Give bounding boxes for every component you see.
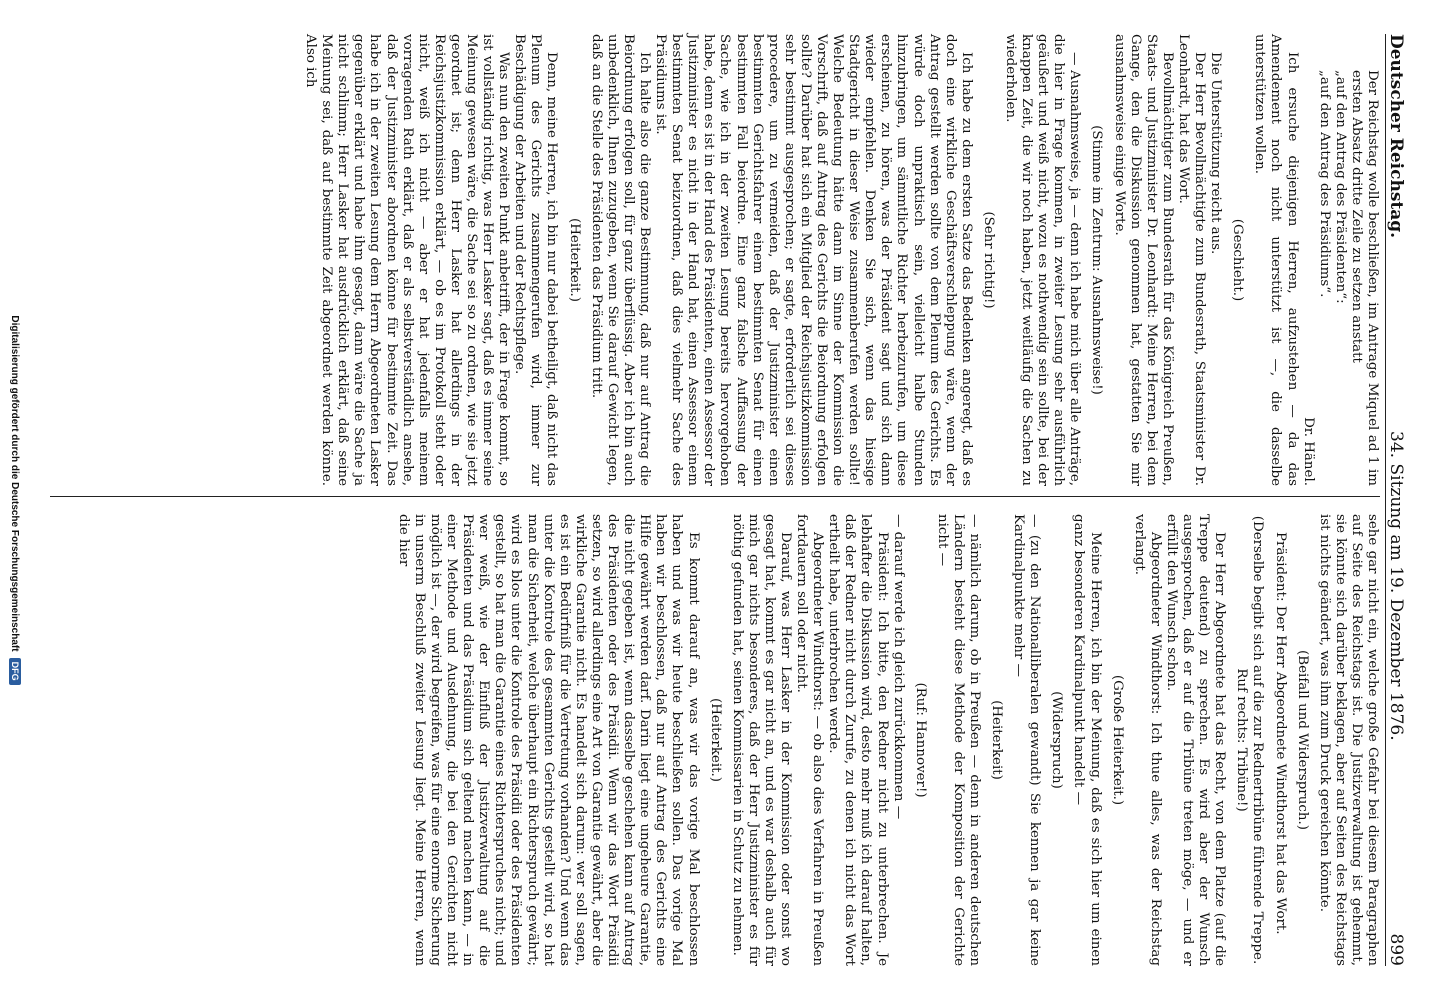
paragraph: Abgeordneter Windthorst: — ob also dies Verfahren in Preußen fortdauern soll oder nicht. <box>794 514 826 966</box>
stage-direction: (Stimme im Zentrum: Ausnahmsweise!) <box>1089 125 1105 395</box>
dfg-logo: DFG <box>9 658 21 685</box>
stage-direction: (Heiterkeit) <box>989 700 1005 780</box>
paragraph: Abgeordneter Windthorst: Ich thue alles, was der Reichstag verlangt. <box>1131 514 1163 966</box>
paragraph: „auf den Antrag des Präsidenten“: <box>1332 70 1348 304</box>
stage-direction: (Heiterkeit.) <box>707 698 723 782</box>
paragraph: — darauf werde ich gleich zurückkommen — <box>890 514 906 820</box>
paragraph: Es kommt darauf an, was wir das vorige Mal beschlossen haben und was wir heute beschließen sollen. Das vorige Mal haben wir beschlossen, daß nur auf Antrag des Gerichts eine Hilfe gewährt werden darf. Darin liegt eine ungeheure Garantie, die nicht gegeben ist, wenn dasselbe geschehen kann auf Antrag des Präsidenten oder des Präsidii. Wenn wir das Wort Präsidii setzen, so wird allerdings eine Art von Garantie gewährt, aber die wirkliche Garantie nicht. Es handelt sich darum: wer soll sagen, es ist ein Bedürfniß für die Vertretung vorhanden? Und wenn das unter die Kontrole des gesammten Gerichts gestellt wird, so hat man die Sicherheit, welche überhaupt ein Richterspruch gewährt; wird es blos unter die Kontrole des Präsidii oder des Präsidenten gestellt, so hat man die Garantie eines Richterspruches nicht; und wer weiß, wie der Einfluß der Justizverwaltung auf die Präsidenten und das Präsidium sich geltend machen kann, — in einer Methode und Ausdehnung, die bei den Gerichten nicht möglich ist —, der wird begreifen, was für eine enorme Sicherung in unserm Beschluß zweiter Lesung liegt. Meine Herren, wenn die hier <box>395 514 701 966</box>
paragraph: Ich ersuche diejenigen Herren, aufzustehen — da das Amendement noch nicht unterstützt ist —, die dasselbe unterstützen wollen. <box>1252 34 1300 486</box>
paragraph: Ich halte also die ganze Bestimmung, daß nur auf Antrag die Beiordnung erfolgen soll, für ganz überflüssig. Aber ich bin auch unbedenklich, Ihnen zuzugeben, wenn Sie darauf Gewicht legen, daß an die Stelle des Präsidenten das Präsidium tritt. <box>588 34 652 486</box>
right-column <box>395 514 1380 966</box>
paragraph: Die Unterstützung reicht aus. <box>1208 52 1224 255</box>
paragraph: Meine Herren, ich bin der Meinung, daß es sich hier um einen ganz besonderen Kardinalpunkt handelt — <box>1071 514 1103 966</box>
stage-direction: (Derselbe begibt sich auf die zur Rednertribüne führende Treppe. Ruf rechts: Tribüne!) <box>1234 515 1266 965</box>
header-publication: Deutscher Reichstag. <box>1386 34 1406 239</box>
stage-direction: (Ruf: Hannover!) <box>912 682 928 798</box>
stage-direction: (Beifall und Widerspruch.) <box>1294 650 1310 830</box>
stage-direction: (Große Heiterkeit.) <box>1109 674 1125 806</box>
paragraph: Der Reichstag wolle beschließen, im Antrage Miquel ad 1 im ersten Absatz dritte Zeile zu setzen anstatt <box>1348 70 1380 486</box>
page-number: 899 <box>1386 933 1406 966</box>
footer-text: Digitalisierung gefördert durch die Deutsche Forschungsgemeinschaft <box>9 315 21 652</box>
paragraph: — Ausnahmsweise, ja — denn ich habe mich über alle Anträge, die hier in Frage kommen, in zweiter Lesung sehr ausführlich geäußert und weiß nicht, wozu es nothwendig sein sollte, bei der knappen Zeit, die wir noch haben, jetzt weitläufig die Sachen zu wiederholen. <box>1003 34 1083 486</box>
paragraph: sehe gar nicht ein, welche große Gefahr bei diesem Paragraphen auf Seite des Reichstags ist. Die Justizverwaltung ist gehemmt, sie könnte sich darüber beklagen, aber auf Seiten des Reichstags ist nichts geändert, was ihm zum Druck gereichen könnte. <box>1316 514 1380 966</box>
stage-direction: (Widerspruch) <box>1049 691 1065 789</box>
stage-direction: (Heiterkeit.) <box>566 218 582 302</box>
header-session: 34. Sitzung am 19. Dezember 1876. <box>1386 431 1406 741</box>
paragraph: Bevollmächtigter zum Bundesrath für das Königreich Preußen, Staats- und Justizminister Dr. Leonhardt: Meine Herren, bei dem Gange, den die Diskussion genommen hat, gestatten Sie mir ausnahmsweise einige Worte. <box>1111 34 1175 486</box>
paragraph: Denn, meine Herren, ich bin nur dabei betheiligt, daß nicht das Plenum des Gerichts zusammengerufen wird, immer zur Beschädigung der Arbeiten und der Rechtspflege. <box>512 34 560 486</box>
digitization-footer <box>4 0 26 1000</box>
page-header <box>1385 34 1420 966</box>
paragraph: Präsident: Der Herr Abgeordnete Windthorst hat das Wort. <box>1272 532 1288 935</box>
paragraph: Darauf, was Herr Lasker in der Kommission oder sonst wo gesagt hat, kommt es gar nicht an, und es war deshalb auch für mich gar nichts besonderes, daß der Herr Justizminister es für nöthig gefunden hat, seinen Kommissarien in Schutz zu nehmen. <box>729 514 793 966</box>
paragraph: — nämlich darum, ob in Preußen — denn in anderen deutschen Ländern besteht diese Methode der Komposition der Gerichte nicht — <box>934 514 983 966</box>
paragraph: Der Herr Abgeordnete hat das Recht, von dem Platze (auf die Treppe deutend) zu sprechen. Es wird aber der Wunsch ausgesprochen, daß er auf die Tribüne treten möge, — und er erfüllt den Wunsch schon. <box>1163 514 1228 966</box>
stage-direction: (Geschieht.) <box>1230 218 1246 302</box>
column-divider <box>50 496 1380 497</box>
paragraph: Präsident: Ich bitte, den Redner nicht zu unterbrechen. Je lebhafter die Diskussion wird, desto mehr muß ich darauf halten, daß der Redner nicht durch Zurufe, zu denen ich nicht das Wort ertheilt habe, unterbrochen werde. <box>826 514 890 966</box>
paragraph: — (zu den Nationalliberalen gewandt) Sie kennen ja gar keine Kardinalpunkte mehr — <box>1011 514 1043 966</box>
paragraph: Ich habe zu dem ersten Satze das Bedenken angeregt, daß es doch eine wirkliche Geschäftsverschleppung wäre, wenn der Antrag gestellt werden sollte von dem Plenum des Gerichts. Es würde doch unpraktisch sein, vielleicht halbe Stunden hinzubringen, um sämmtliche Richter herbeizurufen, um diese erscheinen, zu hören, was der Präsident sagt und sich dann wieder empfehlen. Denken Sie sich, wenn das hiesige Stadtgericht in dieser Weise zusammenberufen werden sollte! Welche Bedeutung hätte dann im Sinne der Kommission die Vorschrift, daß auf Antrag des Gerichts die Beiordnung erfolgen sollte? Darüber hat sich ein Mitglied der Reichsjustizkommission sehr bestimmt ausgesprochen; er sagte, erforderlich sei dieses procedere, um zu vermeiden, daß der Justizminister einen bestimmten Gerichtsfahrer einem bestimmten Senat für einen bestimmten Fall beiordne. Eine ganz falsche Auffassung der Sache, wie ich in der zweiten Lesung bereits hervorgehoben habe, denn es ist in der Hand des Präsidenten, einen Assessor der Justizminister es nicht in der Hand hat, einen Assessor einem bestimmten Senat beizuordnen, daß dies vielmehr Sache des Präsidiums ist. <box>653 34 974 486</box>
signature: Dr. Hänel. <box>1300 417 1316 486</box>
paragraph: „auf den Antrag des Präsidiums“. <box>1316 70 1332 298</box>
paragraph: Was nun den zweiten Punkt anbetrifft, der in Frage kommt, so ist vollständig richtig, was Herr Lasker sagt, daß es immer seine Meinung gewesen wäre, die Sache sei so zu ordnen, wie sie jetzt geordnet ist; denn Herr Lasker hat allerdings in der Reichsjustizkommission erklärt, — ob es im Protokoll steht oder nicht, weiß ich nicht — aber er hat jedenfalls meinem vorragenden Rath erklärt, daß er als selbstverständlich ansehe, daß der Justizminister abordnen könne für bestimmte Zeit. Das habe ich in der zweiten Lesung dem Herrn Abgeordneten Lasker gegenüber erklärt und habe ihm gesagt, dann wäre die Sache ja nicht schlimm; Herr Lasker hat ausdrücklich erklärt, daß seine Meinung sei, daß auf bestimmte Zeit abgeordnet werden könne. Also ich <box>303 34 512 486</box>
left-column <box>302 34 1380 486</box>
paragraph: Der Herr Bevollmächtigte zum Bundesrath, Staatsminister Dr. Leonhardt, hat das Wort. <box>1175 34 1208 486</box>
stage-direction: (Sehr richtig!) <box>980 211 996 309</box>
